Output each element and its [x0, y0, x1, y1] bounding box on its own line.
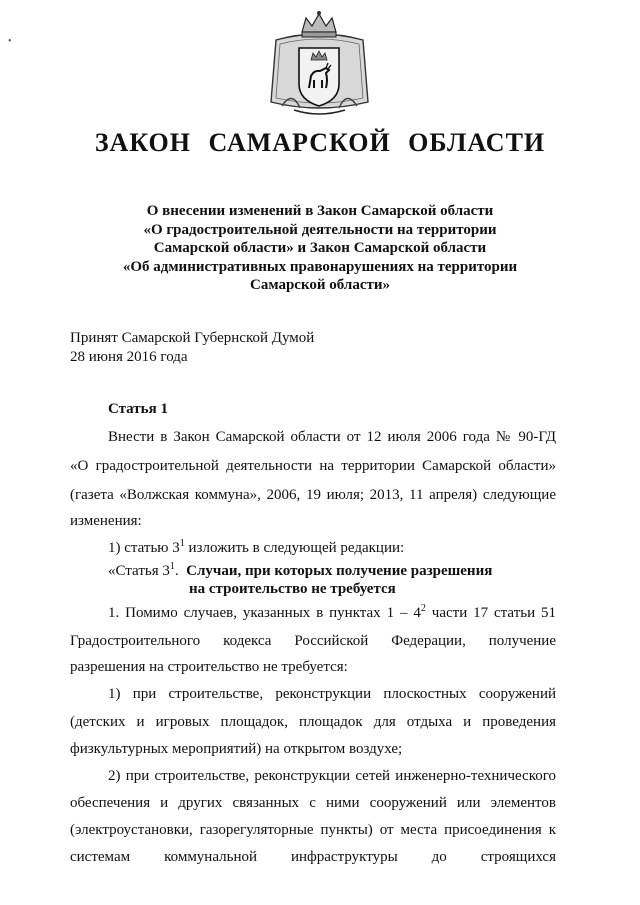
quote-prefix: «Статья 3	[108, 563, 170, 579]
subpoint-line: (детских и игровых площадок, площадок для отдыха и проведения	[70, 714, 556, 730]
subpoint-line: 2) при строительстве, реконструкции сетей инженерно-технического	[108, 768, 556, 784]
subtitle-line: «Об административных правонарушениях на территории	[122, 258, 518, 275]
subtitle-line: «О градостроительной деятельности на территории	[143, 221, 497, 238]
quoted-article-heading: «Статья $3^1$. Случаи, при которых получение разрешения	[108, 561, 493, 579]
subtitle-line: Самарской области»	[250, 277, 390, 293]
point-line: разрешения на строительство не требуется:	[70, 659, 348, 675]
item-line	[108, 540, 594, 557]
subpoint-line: системам коммунальной инфраструктуры до строящихся	[70, 849, 556, 865]
paragraph-line: изменения:	[70, 513, 142, 529]
subpoint-line: обеспечения и других связанных с ними сооружений или элементов	[70, 795, 556, 811]
adoption-date: 28 июня 2016 года	[70, 348, 188, 365]
superscript: 2	[420, 603, 426, 614]
law-subtitle	[60, 202, 580, 295]
item-suffix: изложить в следующей редакции:	[188, 540, 405, 556]
paragraph-line: Внести в Закон Самарской области от 12 июля 2006 года № 90-ГД	[108, 429, 556, 445]
point-line: Градостроительного кодекса Российской Федерации, получение	[70, 633, 556, 649]
samara-coat-of-arms-icon	[262, 10, 377, 120]
item-prefix: 1) статью 3	[108, 540, 180, 556]
adoption-info	[70, 329, 314, 366]
point-suffix: части 17 статьи 51	[425, 605, 557, 621]
law-title: ЗАКОН САМАРСКОЙ ОБЛАСТИ	[94, 128, 546, 157]
subpoint-line: физкультурных мероприятий) на открытом воздухе;	[70, 741, 403, 757]
point-prefix: 1. Помимо случаев, указанных в пунктах 1 – 4	[108, 605, 421, 621]
point-line	[108, 605, 556, 622]
quote-title: Случаи, при которых получение разрешения	[186, 563, 493, 579]
article-heading: Статья 1	[108, 401, 168, 417]
paragraph-line: (газета «Волжская коммуна», 2006, 19 июля; 2013, 11 апреля) следующие	[70, 487, 556, 503]
superscript: 1	[179, 538, 185, 549]
subtitle-line: Самарской области» и Закон Самарской области	[153, 240, 487, 256]
adopted-by: Принят Самарской Губернской Думой	[70, 330, 315, 346]
paragraph-line: «О градостроительной деятельности на территории Самарской области»	[70, 458, 556, 474]
subpoint-line: (электроустановки, газорегуляторные пункты) от места присоединения к	[70, 822, 556, 838]
subtitle-line: О внесении изменений в Закон Самарской области	[146, 203, 494, 219]
superscript: 1	[169, 561, 175, 572]
scan-mark: •	[8, 36, 12, 47]
quote-title-cont: на строительство не требуется	[189, 581, 396, 597]
subpoint-line: 1) при строительстве, реконструкции плоскостных сооружений	[108, 686, 556, 702]
